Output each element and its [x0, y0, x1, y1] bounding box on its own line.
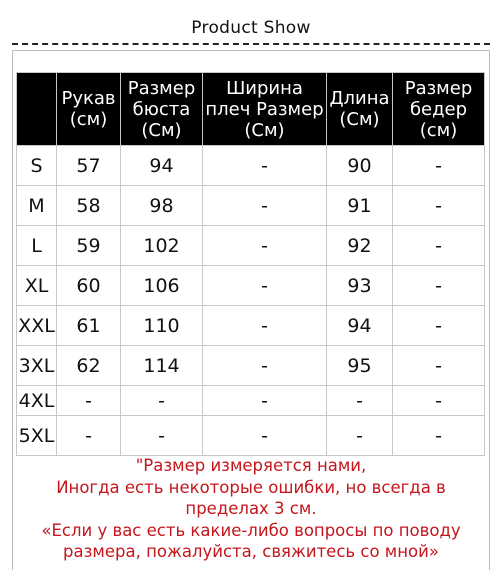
note-line: "Размер измеряется нами,: [135, 456, 367, 475]
size-cell: L: [17, 226, 57, 266]
sleeve-cell: 58: [57, 186, 121, 226]
bust-cell: 114: [121, 346, 203, 386]
size-cell: XXL: [17, 306, 57, 346]
hips-cell: -: [393, 266, 485, 306]
bust-cell: 110: [121, 306, 203, 346]
shoulder-cell: -: [203, 306, 327, 346]
hips-cell: -: [393, 386, 485, 416]
header-row: [17, 73, 485, 146]
length-cell: 90: [327, 146, 393, 186]
sleeve-cell: 60: [57, 266, 121, 306]
size-cell: 4XL: [17, 386, 57, 416]
note-line: Иногда есть некоторые ошибки, но всегда в: [56, 477, 446, 497]
sleeve-cell: 61: [57, 306, 121, 346]
header-sleeve: Рукав (см): [57, 73, 121, 146]
size-cell: M: [17, 186, 57, 226]
bust-cell: 98: [121, 186, 203, 226]
length-cell: 93: [327, 266, 393, 306]
note-line: размера, пожалуйста, свяжитесь со мной»: [63, 542, 439, 561]
size-cell: 5XL: [17, 416, 57, 456]
shoulder-cell: -: [203, 146, 327, 186]
length-cell: -: [327, 386, 393, 416]
bust-cell: 102: [121, 226, 203, 266]
sleeve-cell: -: [57, 416, 121, 456]
sleeve-cell: 62: [57, 346, 121, 386]
hips-cell: -: [393, 226, 485, 266]
length-cell: -: [327, 416, 393, 456]
sleeve-cell: -: [57, 386, 121, 416]
header-length: Длина (См): [327, 73, 393, 146]
hips-cell: -: [393, 186, 485, 226]
size-cell: S: [17, 146, 57, 186]
table-row: [17, 266, 485, 306]
shoulder-cell: -: [203, 346, 327, 386]
table-row: [17, 306, 485, 346]
page-title: Product Show: [191, 18, 311, 38]
size-cell: XL: [17, 266, 57, 306]
header-shoulder: Ширина плеч Размер (См): [203, 73, 327, 146]
hips-cell: -: [393, 346, 485, 386]
size-chart-table: [16, 72, 485, 456]
header-bust: Размер бюста (См): [121, 73, 203, 146]
sleeve-cell: 57: [57, 146, 121, 186]
shoulder-cell: -: [203, 266, 327, 306]
bust-cell: -: [121, 416, 203, 456]
header-hips: Размер бедер (см): [393, 73, 485, 146]
dashed-divider: [12, 43, 490, 45]
table-row: [17, 416, 485, 456]
note-line: «Если у вас есть какие-либо вопросы по поводу: [41, 520, 461, 540]
shoulder-cell: -: [203, 386, 327, 416]
hips-cell: -: [393, 416, 485, 456]
table-row: [17, 386, 485, 416]
length-cell: 92: [327, 226, 393, 266]
sleeve-cell: 59: [57, 226, 121, 266]
hips-cell: -: [393, 306, 485, 346]
hips-cell: -: [393, 146, 485, 186]
header-size: [17, 73, 57, 146]
table-row: [17, 146, 485, 186]
shoulder-cell: -: [203, 186, 327, 226]
length-cell: 91: [327, 186, 393, 226]
table-row: [17, 346, 485, 386]
shoulder-cell: -: [203, 226, 327, 266]
note-line: пределах 3 см.: [185, 499, 317, 518]
measurement-note: [0, 455, 502, 563]
table-row: [17, 226, 485, 266]
bust-cell: 106: [121, 266, 203, 306]
table-row: [17, 186, 485, 226]
bust-cell: -: [121, 386, 203, 416]
shoulder-cell: -: [203, 416, 327, 456]
length-cell: 94: [327, 306, 393, 346]
size-cell: 3XL: [17, 346, 57, 386]
bust-cell: 94: [121, 146, 203, 186]
length-cell: 95: [327, 346, 393, 386]
